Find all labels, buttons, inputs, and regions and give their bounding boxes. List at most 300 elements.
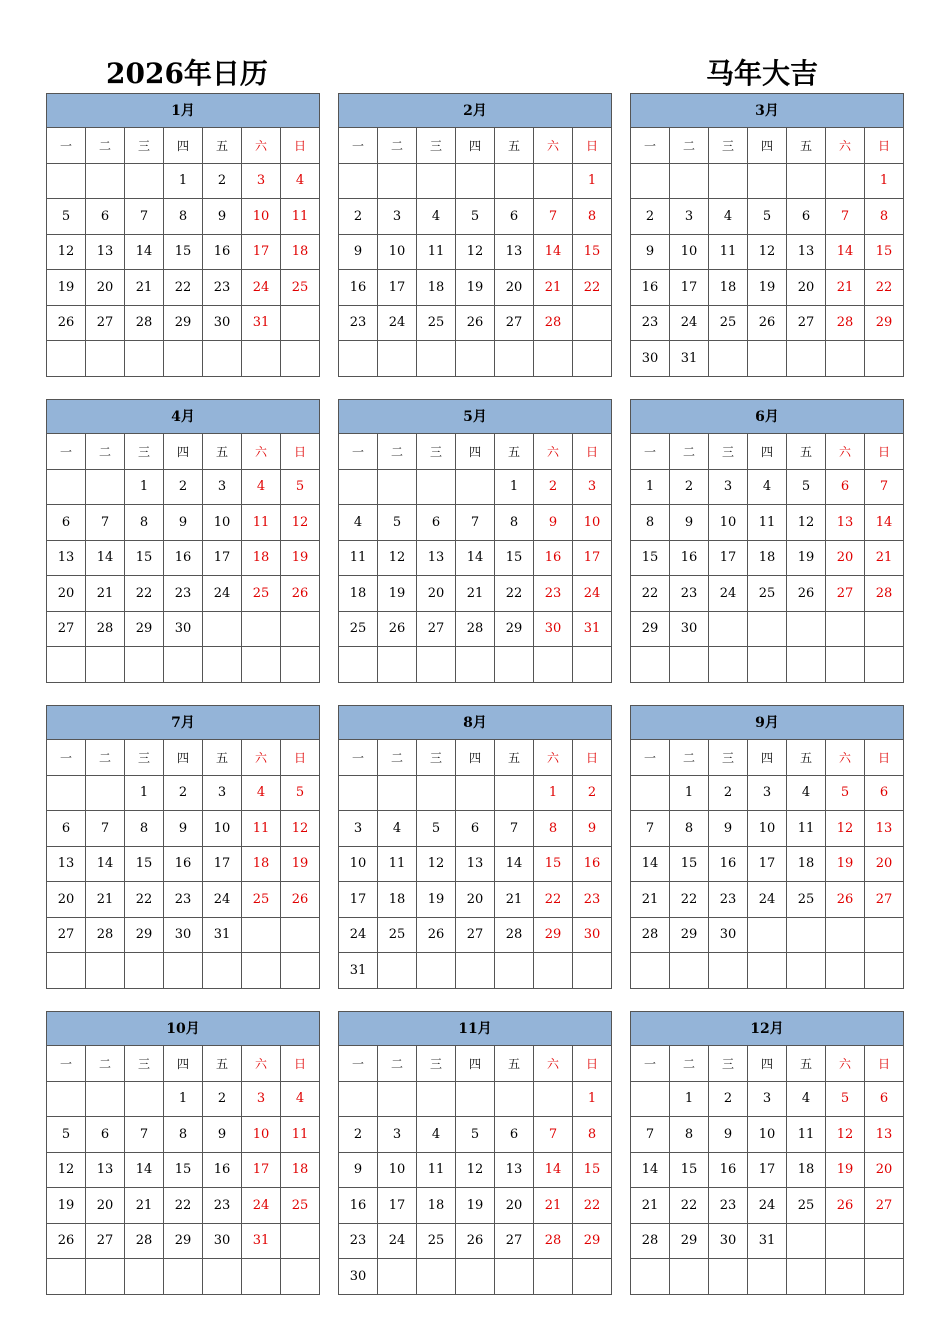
day-cell: 18 — [281, 1153, 320, 1189]
day-cell: 19 — [417, 882, 456, 918]
day-cell: 30 — [164, 612, 203, 648]
day-cell: 16 — [203, 1153, 242, 1189]
weekday-label: 日 — [865, 434, 904, 470]
day-cell: 27 — [495, 306, 534, 342]
empty-cell — [787, 647, 826, 683]
weekday-label: 二 — [378, 1046, 417, 1082]
empty-cell — [748, 164, 787, 200]
day-cell: 23 — [339, 306, 378, 342]
empty-cell — [748, 1259, 787, 1295]
weekday-label: 五 — [787, 128, 826, 164]
day-cell: 2 — [709, 776, 748, 812]
day-cell: 20 — [826, 541, 865, 577]
day-cell: 2 — [339, 199, 378, 235]
empty-cell — [826, 164, 865, 200]
day-cell: 9 — [339, 235, 378, 271]
day-cell: 20 — [86, 270, 125, 306]
day-cell: 13 — [495, 235, 534, 271]
empty-cell — [417, 470, 456, 506]
day-cell: 15 — [573, 235, 612, 271]
weekday-label: 六 — [242, 128, 281, 164]
month-day-grid — [46, 128, 320, 377]
day-cell: 22 — [125, 882, 164, 918]
day-cell: 7 — [86, 811, 125, 847]
day-cell: 20 — [47, 576, 86, 612]
empty-cell — [573, 647, 612, 683]
day-cell: 24 — [203, 882, 242, 918]
empty-cell — [670, 1259, 709, 1295]
weekday-label: 四 — [456, 1046, 495, 1082]
empty-cell — [787, 164, 826, 200]
day-cell: 9 — [339, 1153, 378, 1189]
day-cell: 23 — [203, 1188, 242, 1224]
weekday-label: 二 — [670, 434, 709, 470]
day-cell: 17 — [748, 1153, 787, 1189]
day-cell: 12 — [417, 847, 456, 883]
weekday-label: 一 — [631, 740, 670, 776]
empty-cell — [573, 1259, 612, 1295]
day-cell: 3 — [378, 199, 417, 235]
day-cell: 12 — [456, 1153, 495, 1189]
month-day-grid — [46, 740, 320, 989]
empty-cell — [495, 341, 534, 377]
day-cell: 27 — [865, 882, 904, 918]
day-cell: 6 — [456, 811, 495, 847]
empty-cell — [339, 470, 378, 506]
day-cell: 28 — [86, 612, 125, 648]
day-cell: 17 — [242, 235, 281, 271]
empty-cell — [339, 1082, 378, 1118]
empty-cell — [495, 776, 534, 812]
day-cell: 26 — [47, 306, 86, 342]
day-cell: 10 — [748, 811, 787, 847]
month-header: 1月 — [46, 93, 320, 128]
day-cell: 1 — [164, 164, 203, 200]
day-cell: 8 — [534, 811, 573, 847]
empty-cell — [47, 1082, 86, 1118]
day-cell: 25 — [787, 1188, 826, 1224]
day-cell: 19 — [748, 270, 787, 306]
weekday-label: 四 — [748, 128, 787, 164]
day-cell: 10 — [339, 847, 378, 883]
month-calendar — [338, 399, 612, 685]
empty-cell — [456, 953, 495, 989]
day-cell: 15 — [164, 1153, 203, 1189]
weekday-label: 五 — [787, 1046, 826, 1082]
empty-cell — [339, 341, 378, 377]
empty-cell — [378, 1259, 417, 1295]
weekday-label: 四 — [164, 434, 203, 470]
weekday-label: 日 — [865, 740, 904, 776]
month-day-grid — [338, 128, 612, 377]
day-cell: 18 — [378, 882, 417, 918]
empty-cell — [242, 953, 281, 989]
day-cell: 14 — [86, 541, 125, 577]
month-calendar — [630, 399, 904, 685]
day-cell: 1 — [631, 470, 670, 506]
day-cell: 3 — [378, 1117, 417, 1153]
day-cell: 20 — [495, 1188, 534, 1224]
weekday-label: 四 — [164, 740, 203, 776]
day-cell: 12 — [787, 505, 826, 541]
day-cell: 8 — [164, 199, 203, 235]
empty-cell — [787, 953, 826, 989]
day-cell: 12 — [281, 505, 320, 541]
day-cell: 7 — [826, 199, 865, 235]
day-cell: 26 — [748, 306, 787, 342]
day-cell: 23 — [670, 576, 709, 612]
day-cell: 27 — [417, 612, 456, 648]
day-cell: 17 — [378, 1188, 417, 1224]
empty-cell — [378, 341, 417, 377]
day-cell: 14 — [125, 1153, 164, 1189]
day-cell: 25 — [339, 612, 378, 648]
empty-cell — [125, 1259, 164, 1295]
day-cell: 8 — [164, 1117, 203, 1153]
month-day-grid — [630, 1046, 904, 1295]
day-cell: 26 — [378, 612, 417, 648]
day-cell: 24 — [748, 882, 787, 918]
day-cell: 6 — [865, 776, 904, 812]
day-cell: 31 — [339, 953, 378, 989]
empty-cell — [203, 1259, 242, 1295]
empty-cell — [865, 918, 904, 954]
empty-cell — [203, 647, 242, 683]
day-cell: 10 — [242, 1117, 281, 1153]
empty-cell — [456, 1259, 495, 1295]
day-cell: 28 — [125, 306, 164, 342]
weekday-label: 日 — [281, 128, 320, 164]
day-cell: 7 — [456, 505, 495, 541]
empty-cell — [47, 776, 86, 812]
weekday-label: 日 — [573, 740, 612, 776]
day-cell: 15 — [164, 235, 203, 271]
day-cell: 10 — [748, 1117, 787, 1153]
day-cell: 21 — [125, 270, 164, 306]
empty-cell — [86, 1259, 125, 1295]
day-cell: 7 — [631, 811, 670, 847]
empty-cell — [787, 1224, 826, 1260]
day-cell: 12 — [378, 541, 417, 577]
day-cell: 29 — [534, 918, 573, 954]
day-cell: 29 — [573, 1224, 612, 1260]
empty-cell — [86, 776, 125, 812]
day-cell: 17 — [203, 847, 242, 883]
day-cell: 19 — [787, 541, 826, 577]
empty-cell — [787, 341, 826, 377]
empty-cell — [670, 953, 709, 989]
day-cell: 25 — [417, 1224, 456, 1260]
day-cell: 18 — [709, 270, 748, 306]
day-cell: 9 — [573, 811, 612, 847]
day-cell: 21 — [86, 576, 125, 612]
day-cell: 13 — [865, 1117, 904, 1153]
empty-cell — [573, 953, 612, 989]
weekday-label: 二 — [670, 1046, 709, 1082]
day-cell: 30 — [339, 1259, 378, 1295]
empty-cell — [748, 647, 787, 683]
month-calendar — [46, 93, 320, 379]
day-cell: 11 — [709, 235, 748, 271]
day-cell: 21 — [826, 270, 865, 306]
weekday-label: 六 — [534, 1046, 573, 1082]
day-cell: 4 — [339, 505, 378, 541]
day-cell: 27 — [865, 1188, 904, 1224]
day-cell: 28 — [631, 1224, 670, 1260]
day-cell: 13 — [456, 847, 495, 883]
weekday-label: 六 — [534, 128, 573, 164]
day-cell: 5 — [47, 1117, 86, 1153]
empty-cell — [47, 470, 86, 506]
empty-cell — [47, 953, 86, 989]
day-cell: 16 — [203, 235, 242, 271]
day-cell: 20 — [495, 270, 534, 306]
weekday-label: 三 — [125, 434, 164, 470]
day-cell: 14 — [456, 541, 495, 577]
day-cell: 24 — [670, 306, 709, 342]
day-cell: 16 — [670, 541, 709, 577]
day-cell: 27 — [826, 576, 865, 612]
day-cell: 9 — [203, 1117, 242, 1153]
empty-cell — [709, 612, 748, 648]
day-cell: 4 — [417, 1117, 456, 1153]
day-cell: 6 — [417, 505, 456, 541]
day-cell: 28 — [86, 918, 125, 954]
day-cell: 30 — [164, 918, 203, 954]
day-cell: 25 — [242, 576, 281, 612]
empty-cell — [281, 341, 320, 377]
day-cell: 1 — [670, 1082, 709, 1118]
empty-cell — [865, 612, 904, 648]
day-cell: 17 — [670, 270, 709, 306]
day-cell: 6 — [86, 199, 125, 235]
month-header: 9月 — [630, 705, 904, 740]
empty-cell — [865, 1259, 904, 1295]
day-cell: 5 — [378, 505, 417, 541]
month-header: 11月 — [338, 1011, 612, 1046]
day-cell: 27 — [86, 1224, 125, 1260]
empty-cell — [378, 1082, 417, 1118]
day-cell: 11 — [281, 1117, 320, 1153]
day-cell: 22 — [125, 576, 164, 612]
day-cell: 2 — [339, 1117, 378, 1153]
empty-cell — [826, 341, 865, 377]
day-cell: 10 — [378, 235, 417, 271]
month-header: 3月 — [630, 93, 904, 128]
day-cell: 21 — [631, 882, 670, 918]
day-cell: 27 — [47, 918, 86, 954]
day-cell: 23 — [709, 882, 748, 918]
day-cell: 19 — [378, 576, 417, 612]
day-cell: 15 — [125, 541, 164, 577]
empty-cell — [125, 164, 164, 200]
day-cell: 16 — [339, 270, 378, 306]
day-cell: 11 — [417, 1153, 456, 1189]
day-cell: 27 — [47, 612, 86, 648]
empty-cell — [86, 647, 125, 683]
day-cell: 27 — [495, 1224, 534, 1260]
day-cell: 13 — [787, 235, 826, 271]
day-cell: 5 — [787, 470, 826, 506]
day-cell: 5 — [47, 199, 86, 235]
weekday-label: 六 — [826, 434, 865, 470]
day-cell: 7 — [534, 199, 573, 235]
day-cell: 2 — [709, 1082, 748, 1118]
weekday-label: 三 — [125, 1046, 164, 1082]
month-day-grid — [338, 740, 612, 989]
empty-cell — [573, 341, 612, 377]
day-cell: 23 — [573, 882, 612, 918]
day-cell: 16 — [164, 541, 203, 577]
day-cell: 16 — [709, 1153, 748, 1189]
empty-cell — [47, 341, 86, 377]
day-cell: 24 — [573, 576, 612, 612]
day-cell: 5 — [281, 470, 320, 506]
day-cell: 11 — [242, 505, 281, 541]
day-cell: 27 — [86, 306, 125, 342]
day-cell: 31 — [242, 306, 281, 342]
day-cell: 4 — [709, 199, 748, 235]
day-cell: 13 — [47, 541, 86, 577]
day-cell: 8 — [125, 811, 164, 847]
day-cell: 22 — [164, 1188, 203, 1224]
empty-cell — [670, 647, 709, 683]
calendar-slogan: 马年大吉 — [706, 57, 819, 90]
empty-cell — [281, 306, 320, 342]
day-cell: 20 — [865, 847, 904, 883]
weekday-label: 六 — [826, 740, 865, 776]
month-calendar — [46, 399, 320, 685]
weekday-label: 日 — [573, 434, 612, 470]
calendar-title: 2026年日历 — [106, 57, 268, 90]
day-cell: 29 — [125, 612, 164, 648]
day-cell: 19 — [47, 1188, 86, 1224]
day-cell: 19 — [456, 270, 495, 306]
day-cell: 30 — [203, 1224, 242, 1260]
day-cell: 8 — [495, 505, 534, 541]
day-cell: 16 — [709, 847, 748, 883]
day-cell: 22 — [573, 1188, 612, 1224]
day-cell: 21 — [865, 541, 904, 577]
day-cell: 23 — [534, 576, 573, 612]
weekday-label: 二 — [86, 434, 125, 470]
day-cell: 23 — [709, 1188, 748, 1224]
day-cell: 17 — [573, 541, 612, 577]
day-cell: 1 — [865, 164, 904, 200]
empty-cell — [826, 953, 865, 989]
empty-cell — [86, 470, 125, 506]
day-cell: 2 — [670, 470, 709, 506]
weekday-label: 四 — [164, 1046, 203, 1082]
weekday-label: 一 — [339, 1046, 378, 1082]
month-header: 8月 — [338, 705, 612, 740]
day-cell: 20 — [456, 882, 495, 918]
day-cell: 11 — [417, 235, 456, 271]
day-cell: 5 — [826, 1082, 865, 1118]
weekday-label: 日 — [281, 434, 320, 470]
day-cell: 18 — [748, 541, 787, 577]
empty-cell — [748, 612, 787, 648]
day-cell: 23 — [203, 270, 242, 306]
empty-cell — [203, 612, 242, 648]
day-cell: 5 — [281, 776, 320, 812]
month-header: 5月 — [338, 399, 612, 434]
empty-cell — [47, 647, 86, 683]
empty-cell — [242, 1259, 281, 1295]
empty-cell — [164, 953, 203, 989]
day-cell: 28 — [456, 612, 495, 648]
day-cell: 3 — [339, 811, 378, 847]
day-cell: 24 — [242, 1188, 281, 1224]
day-cell: 20 — [417, 576, 456, 612]
day-cell: 20 — [787, 270, 826, 306]
weekday-label: 六 — [242, 1046, 281, 1082]
empty-cell — [203, 953, 242, 989]
month-day-grid — [338, 1046, 612, 1295]
month-calendar — [630, 93, 904, 379]
day-cell: 24 — [378, 306, 417, 342]
day-cell: 28 — [865, 576, 904, 612]
day-cell: 28 — [125, 1224, 164, 1260]
day-cell: 13 — [417, 541, 456, 577]
day-cell: 7 — [125, 1117, 164, 1153]
empty-cell — [534, 953, 573, 989]
day-cell: 13 — [86, 235, 125, 271]
day-cell: 20 — [865, 1153, 904, 1189]
day-cell: 25 — [787, 882, 826, 918]
month-calendar — [338, 93, 612, 379]
empty-cell — [456, 1082, 495, 1118]
empty-cell — [164, 1259, 203, 1295]
weekday-label: 三 — [417, 434, 456, 470]
day-cell: 15 — [495, 541, 534, 577]
day-cell: 25 — [242, 882, 281, 918]
empty-cell — [281, 918, 320, 954]
day-cell: 9 — [534, 505, 573, 541]
day-cell: 4 — [417, 199, 456, 235]
month-calendar — [630, 1011, 904, 1297]
empty-cell — [417, 953, 456, 989]
day-cell: 14 — [826, 235, 865, 271]
day-cell: 14 — [534, 235, 573, 271]
weekday-label: 一 — [339, 128, 378, 164]
day-cell: 29 — [670, 918, 709, 954]
day-cell: 4 — [787, 1082, 826, 1118]
weekday-label: 一 — [47, 1046, 86, 1082]
empty-cell — [378, 953, 417, 989]
weekday-label: 二 — [378, 740, 417, 776]
weekday-label: 五 — [495, 128, 534, 164]
empty-cell — [456, 647, 495, 683]
empty-cell — [748, 341, 787, 377]
day-cell: 3 — [748, 1082, 787, 1118]
empty-cell — [47, 1259, 86, 1295]
day-cell: 29 — [865, 306, 904, 342]
day-cell: 26 — [787, 576, 826, 612]
day-cell: 20 — [47, 882, 86, 918]
month-day-grid — [46, 434, 320, 683]
day-cell: 19 — [826, 1153, 865, 1189]
empty-cell — [787, 1259, 826, 1295]
day-cell: 11 — [787, 811, 826, 847]
day-cell: 26 — [826, 882, 865, 918]
day-cell: 6 — [86, 1117, 125, 1153]
day-cell: 3 — [242, 164, 281, 200]
day-cell: 3 — [242, 1082, 281, 1118]
day-cell: 18 — [281, 235, 320, 271]
day-cell: 8 — [125, 505, 164, 541]
day-cell: 22 — [670, 1188, 709, 1224]
